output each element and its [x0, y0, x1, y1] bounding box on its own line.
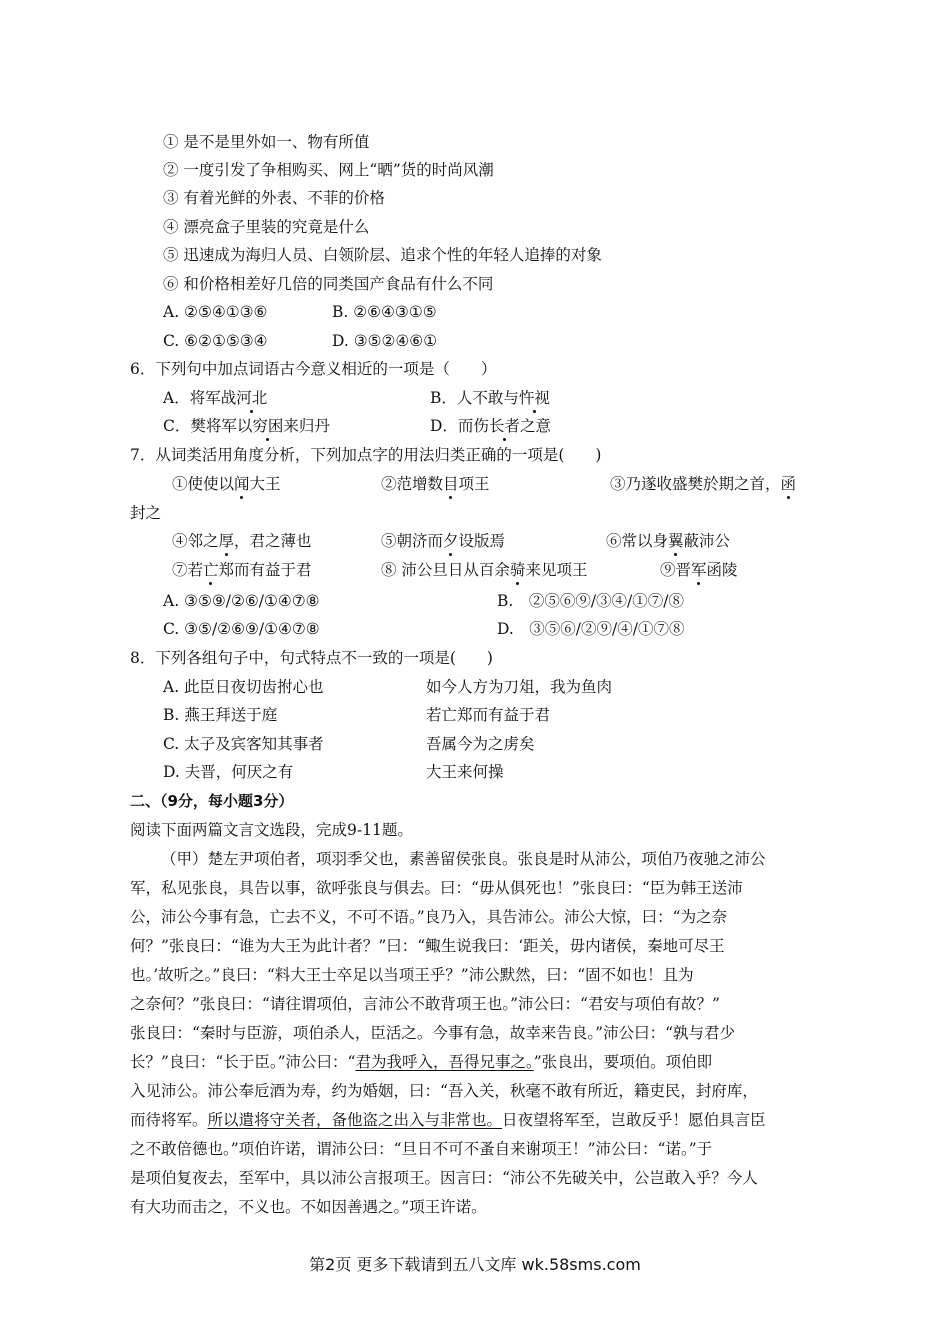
q5-item-2: ② 一度引发了争相购买、网上“晒”货的时尚风潮: [163, 161, 494, 179]
q6-d-dotted: 长者: [488, 417, 520, 435]
passage-line-9: 入见沛公。沛公奉卮酒为寿，约为婚姻，曰：“吾入关，秋毫不敢有所近，籍吏民，封府库，: [130, 1082, 758, 1100]
passage-line-6: 之奈何？”张良曰：“请往谓项伯，言沛公不敢背项王也。”沛公曰：“君安与项伯有故？”: [130, 995, 720, 1013]
q5-option-a: A. ②⑤④①③⑥: [163, 303, 268, 321]
q6-b-text: B．人不敢与: [430, 389, 519, 407]
page-footer: 第2页 更多下载请到五八文库 wk.58sms.com: [309, 1255, 641, 1274]
q6-b-dotted: 忤视: [518, 389, 550, 407]
passage-line-8-b: ”张良出，要项伯。项伯即: [533, 1053, 713, 1071]
q7-item-9-dot: 军: [691, 561, 707, 579]
q6-c-dotted: 穷困: [252, 417, 284, 435]
q7-item-6: [606, 531, 730, 551]
q5-item-3: ③ 有着光鲜的外表、不菲的价格: [163, 189, 385, 207]
q5-option-c: C. ⑥②①⑤③④: [163, 332, 268, 350]
q6-c-tail: 来归丹: [283, 417, 330, 435]
passage-line-2: 军，私见张良，具告以事，欲呼张良与俱去。曰：“毋从俱死也！”张良曰：“臣为韩王送沛: [130, 879, 743, 897]
q6-stem: 6．下列句中加点词语古今意义相近的一项是（ ）: [130, 360, 497, 378]
passage-underlined-sentence-1: 君为我呼入，吾得兄事之。: [355, 1053, 534, 1071]
q7-item-1-a: ①使使以: [172, 475, 235, 493]
q7-item-7: [172, 560, 312, 580]
q7-item-3-dot: 函: [780, 475, 797, 493]
q5-option-b: B. ②⑥④③①⑤: [332, 303, 437, 321]
q7-item-4-b: ，君之薄也: [234, 532, 312, 550]
passage-line-10-b: 日夜望将军至，岂敢反乎！愿伯具言臣: [502, 1111, 766, 1129]
q7-item-4: [172, 531, 312, 551]
q6-d-text: D．而伤: [430, 417, 489, 435]
passage-line-5: 也。’故听之。”良曰：“料大王士卒足以当项王乎？”沛公默然，曰：“固不如也！且为: [130, 966, 694, 984]
passage-line-12: 是项伯复夜去，至军中，具以沛公言报项王。因言曰：“沛公不先破关中，公岂敢入乎？今人: [130, 1169, 758, 1187]
q6-option-a: [163, 388, 267, 408]
q8-a-right: 如今人方为刀俎，我为鱼肉: [426, 678, 613, 696]
q7-item-1-dot: 闻: [234, 475, 250, 493]
q7-item-2-a: ②范增数: [381, 475, 444, 493]
q7-item-8: [381, 560, 587, 580]
q8-b-left: B. 燕王拜送于庭: [163, 706, 278, 724]
q5-item-5: ⑤ 迅速成为海归人员、白领阶层、追求个性的年轻人追捧的对象: [163, 246, 602, 264]
passage-line-7: 张良曰：“秦时与臣游，项伯杀人，臣活之。今事有急，故幸来告良。”沛公曰：“孰与君少: [130, 1024, 736, 1042]
q8-d-right: 大王来何操: [426, 763, 504, 781]
passage-line-10: [130, 1110, 766, 1130]
q6-c-text: C．樊将军以: [163, 417, 253, 435]
q7-option-a: A. ③⑤⑨/②⑥/①④⑦⑧: [163, 592, 320, 610]
q6-a-dotted: 河北: [236, 389, 268, 407]
q7-item-6-a: ⑥常以身: [606, 532, 669, 550]
q6-option-c: [163, 416, 330, 436]
passage-line-8-a: 长？”良曰：“长于臣。”沛公曰：“: [130, 1053, 356, 1071]
q8-b-right: 若亡郑而有益于君: [426, 706, 551, 724]
q7-item-2-dot: 目: [443, 475, 459, 493]
q7-item-9: [660, 560, 738, 580]
q7-item-3-cont: 封之: [130, 504, 162, 522]
q6-a-text: A．将军战: [163, 389, 237, 407]
q5-item-1: ① 是不是里外如一、物有所值: [163, 133, 370, 151]
q7-option-d: D. ③⑤⑥/②⑨/④/①⑦⑧: [497, 620, 685, 638]
q7-option-b: B. ②⑤⑥⑨/③④/①⑦/⑧: [497, 592, 684, 610]
q7-item-6-b: 蔽沛公: [683, 532, 731, 550]
section-2-intro: 阅读下面两篇文言文选段，完成9-11题。: [130, 821, 413, 839]
q6-option-d: [430, 416, 551, 436]
q7-item-8-a: ⑧ 沛公旦日从百余: [381, 561, 510, 579]
q7-item-1-b: 大王: [249, 475, 281, 493]
q7-item-7-b: 郑而有益于君: [218, 561, 312, 579]
q5-option-d: D. ③⑤②④⑥①: [332, 332, 438, 350]
passage-line-8: [130, 1052, 712, 1072]
q7-item-9-a: ⑨晋: [660, 561, 692, 579]
q6-d-tail: 之意: [519, 417, 551, 435]
section-2-heading: 二、（9分，每小题3分）: [130, 792, 294, 810]
q7-item-9-b: 函陵: [706, 561, 738, 579]
q8-a-left: A. 此臣日夜切齿拊心也: [163, 678, 324, 696]
q8-c-right: 吾属今为之虏矣: [426, 735, 535, 753]
passage-line-3: 公，沛公今事有急，亡去不义，不可不语。”良乃入，具告沛公。沛公大惊，曰：“为之奈: [130, 908, 728, 926]
q7-item-7-a: ⑦若: [172, 561, 204, 579]
passage-underlined-sentence-2: 所以遣将守关者，备他盗之出入与非常也。: [207, 1111, 503, 1129]
q7-item-6-dot: 翼: [668, 532, 684, 550]
q8-stem: 8．下列各组句子中，句式特点不一致的一项是( ): [130, 649, 493, 667]
q7-item-7-dot: 亡: [203, 561, 219, 579]
q7-item-4-dot: 厚: [218, 532, 235, 550]
passage-line-1: （甲）楚左尹项伯者，项羽季父也，素善留侯张良。张良是时从沛公，项伯乃夜驰之沛公: [161, 850, 766, 868]
q7-stem: 7．从词类活用角度分析，下列加点字的用法归类正确的一项是( ): [130, 446, 602, 464]
q6-option-b: [430, 388, 550, 408]
q8-d-left: D. 夫晋，何厌之有: [163, 763, 294, 781]
q7-option-c: C. ③⑤/②⑥⑨/①④⑦⑧: [163, 620, 320, 638]
passage-line-13: 有大功而击之，不义也。不如因善遇之。”项王许诺。: [130, 1198, 487, 1216]
q7-item-1: [172, 474, 281, 494]
q7-item-3: [610, 474, 796, 494]
q7-item-2-b: 项王: [458, 475, 490, 493]
q7-item-2: [381, 474, 490, 494]
q7-item-5-dot: 夕: [443, 532, 459, 550]
q7-item-5-a: ⑤朝济而: [381, 532, 444, 550]
q7-item-3-a: ③乃遂收盛樊於期之首，: [610, 475, 781, 493]
q7-item-4-a: ④邻之: [172, 532, 219, 550]
q5-item-6: ⑥ 和价格相差好几倍的同类国产食品有什么不同: [163, 275, 494, 293]
q7-item-5-b: 设版焉: [458, 532, 506, 550]
passage-line-10-a: 而待将军。: [130, 1111, 208, 1129]
q7-item-5: [381, 531, 505, 551]
passage-line-4: 何？”张良曰：“谁为大王为此计者？”曰：“鲰生说我曰：‘距关，毋内诸侯，秦地可尽王: [130, 937, 725, 955]
q5-item-4: ④ 漂亮盒子里装的究竟是什么: [163, 218, 370, 236]
passage-line-11: 之不敢倍德也。”项伯许诺，谓沛公曰：“旦日不可不蚤自来谢项王！”沛公曰：“诺。”于: [130, 1140, 713, 1158]
q8-c-left: C. 太子及宾客知其事者: [163, 735, 324, 753]
q7-item-8-dot: 骑: [509, 561, 526, 579]
q7-item-8-b: 来见项王: [525, 561, 588, 579]
